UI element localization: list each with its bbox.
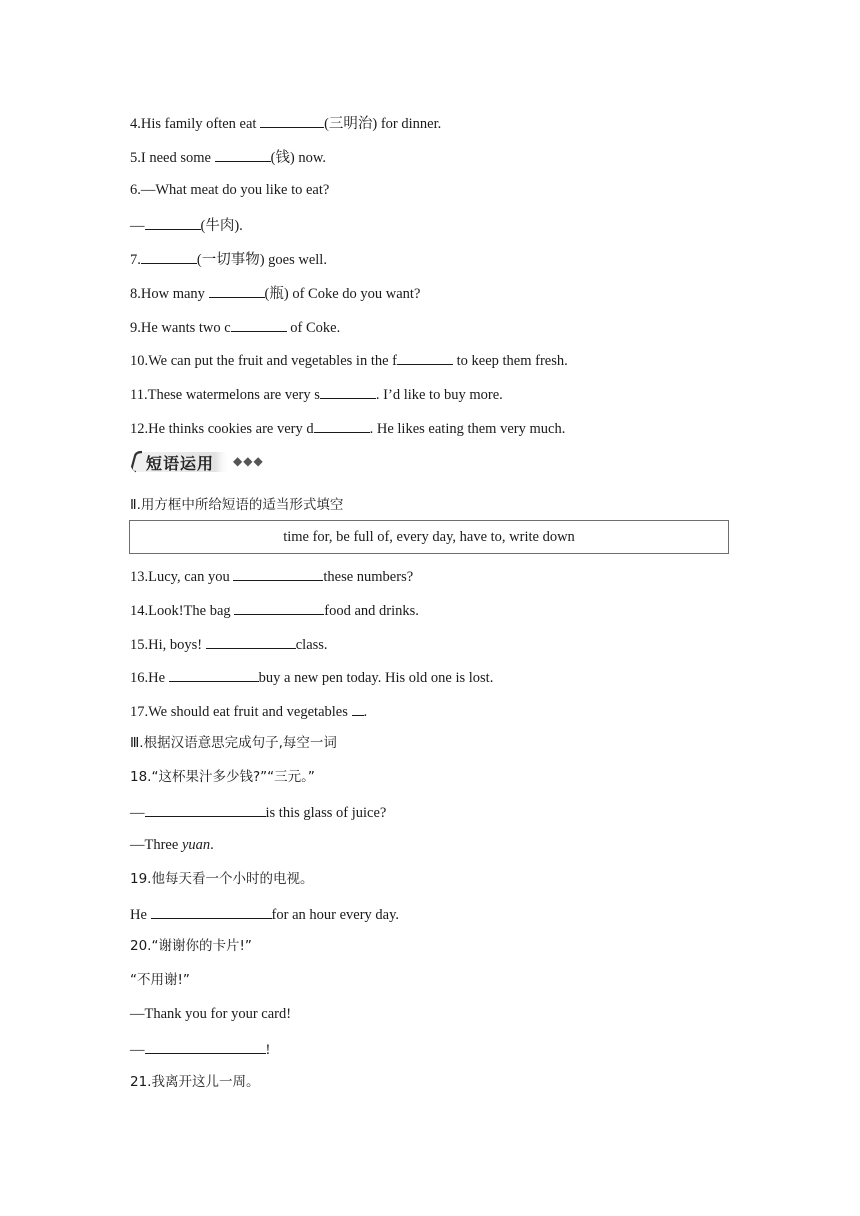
question-11: 11.These watermelons are very s . I’d like to buy more. (130, 384, 503, 404)
part-2-heading: Ⅱ.用方框中所给短语的适当形式填空 (130, 497, 344, 513)
question-18-english: — is this glass of juice? (130, 802, 386, 822)
question-15: 15.Hi, boys! class. (130, 634, 328, 654)
answer-blank[interactable] (145, 1039, 266, 1054)
section-header (130, 448, 280, 478)
answer-blank[interactable] (145, 215, 201, 230)
question-7: 7. (一切事物) goes well. (130, 249, 327, 269)
question-16: 16.He buy a new pen today. His old one is lost. (130, 667, 493, 687)
question-18: 18.“这杯果汁多少钱?”“三元。” (130, 769, 315, 785)
answer-blank[interactable] (209, 283, 265, 298)
question-6-answer: — (牛肉). (130, 215, 243, 235)
question-21: 21.我离开这儿一周。 (130, 1074, 260, 1090)
question-20-english: —Thank you for your card! (130, 1006, 292, 1022)
part-3-heading: Ⅲ.根据汉语意思完成句子,每空一词 (130, 735, 337, 751)
answer-blank[interactable] (352, 701, 364, 716)
question-20: 20.“谢谢你的卡片!” (130, 938, 252, 954)
answer-blank[interactable] (233, 566, 323, 581)
section-title: 短语运用 (146, 454, 215, 473)
question-17: 17.We should eat fruit and vegetables . (130, 701, 367, 721)
answer-blank[interactable] (397, 350, 453, 365)
phrase-box-text: time for, be full of, every day, have to, write down (283, 528, 575, 545)
question-13: 13.Lucy, can you these numbers? (130, 566, 413, 586)
answer-blank[interactable] (141, 249, 197, 264)
diamond-icon: ◆◆◆ (233, 454, 264, 468)
answer-blank[interactable] (215, 147, 271, 162)
question-20-reply-cn: “不用谢!” (130, 972, 190, 988)
answer-blank[interactable] (314, 418, 370, 433)
question-5: 5.I need some (钱) now. (130, 147, 326, 167)
question-12: 12.He thinks cookies are very d . He likes eating them very much. (130, 418, 565, 438)
answer-blank[interactable] (234, 600, 324, 615)
answer-blank[interactable] (145, 802, 266, 817)
question-6: 6.—What meat do you like to eat? (130, 182, 330, 198)
question-19: 19.他每天看一个小时的电视。 (130, 871, 314, 887)
answer-blank[interactable] (320, 384, 376, 399)
question-19-english: He for an hour every day. (130, 904, 399, 924)
answer-blank[interactable] (231, 317, 287, 332)
question-4: 4.His family often eat (三明治) for dinner. (130, 113, 441, 133)
question-9: 9.He wants two c of Coke. (130, 317, 340, 337)
question-14: 14.Look!The bag food and drinks. (130, 600, 419, 620)
question-20-answer: — ! (130, 1039, 270, 1059)
answer-blank[interactable] (206, 634, 296, 649)
answer-blank[interactable] (260, 113, 324, 128)
question-8: 8.How many (瓶) of Coke do you want? (130, 283, 420, 303)
question-10: 10.We can put the fruit and vegetables in the f to keep them fresh. (130, 350, 568, 370)
question-18-reply: —Three yuan. (130, 837, 214, 853)
answer-blank[interactable] (151, 904, 272, 919)
answer-blank[interactable] (169, 667, 259, 682)
phrase-box (129, 520, 729, 554)
